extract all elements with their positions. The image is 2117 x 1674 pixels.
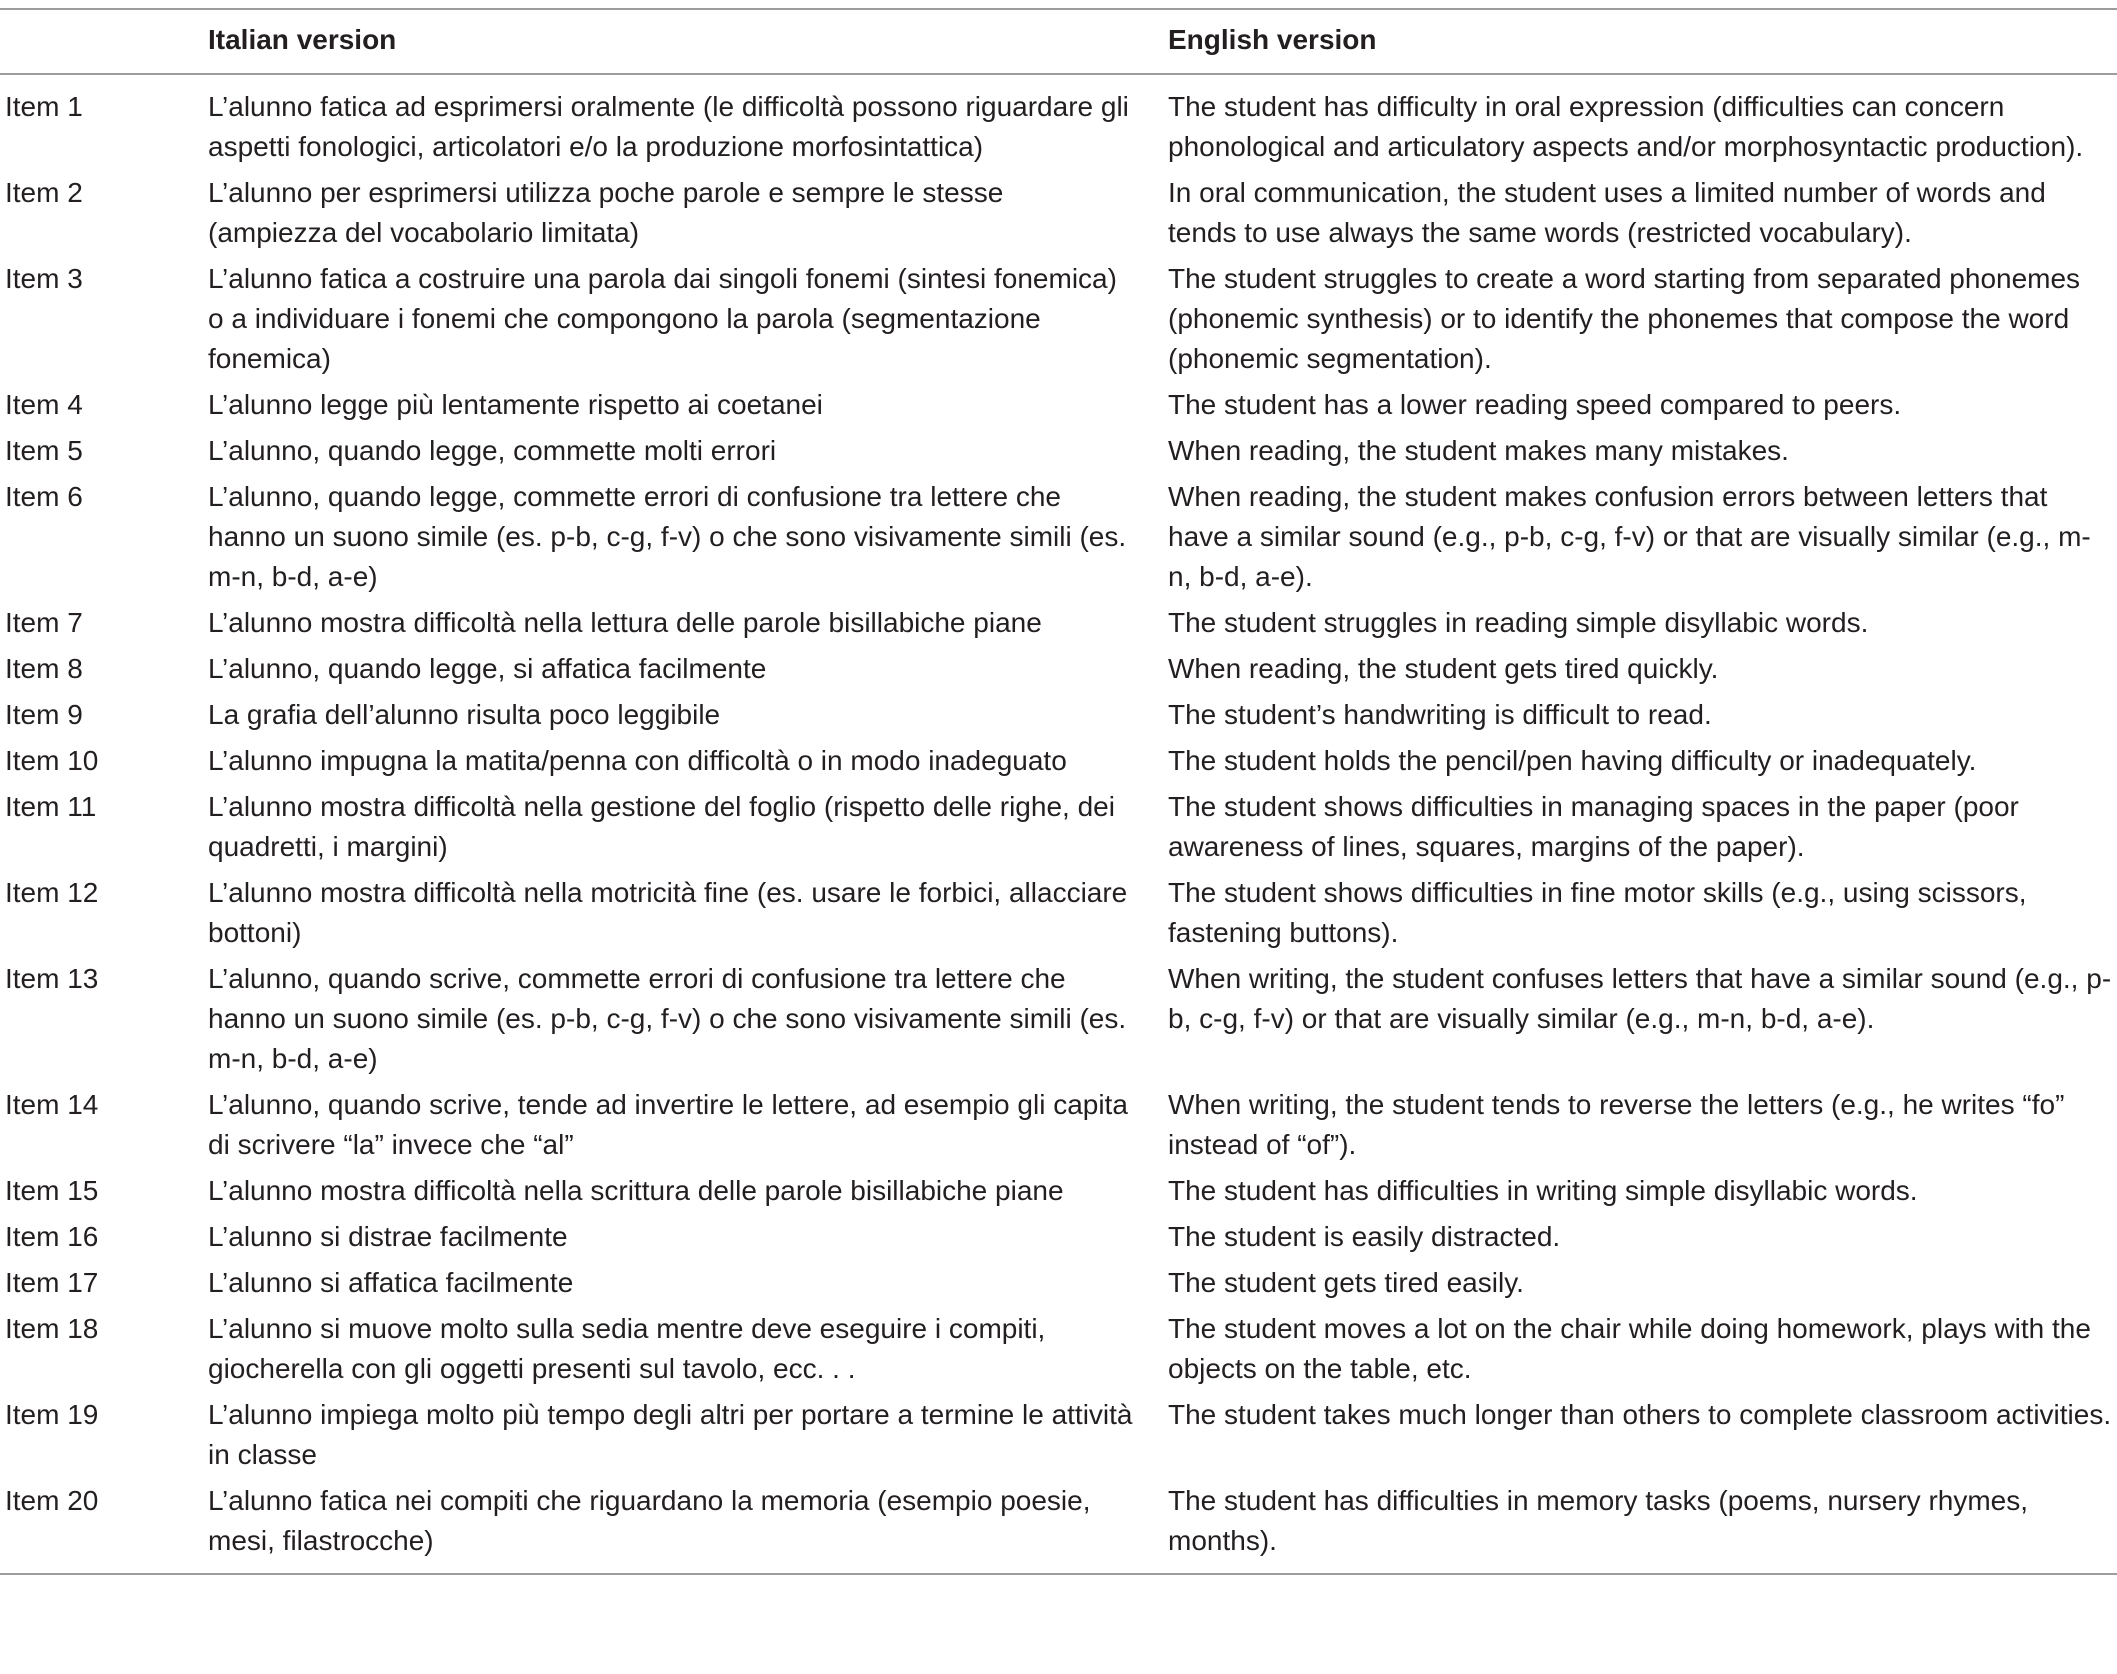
english-text: When writing, the student confuses letters that have a similar sound (e.g., p-b, c-g, f-v) or that are visually similar (e.g., m-n, b-d, a-e). — [1168, 963, 2112, 1034]
table-row — [0, 737, 2117, 783]
table-row — [0, 869, 2117, 955]
header-item — [0, 9, 208, 74]
italian-text: L’alunno mostra difficoltà nella motricità fine (es. usare le forbici, allacciare bottoni) — [208, 877, 1128, 948]
english-text: The student shows difficulties in fine motor skills (e.g., using scissors, fastening buttons). — [1168, 877, 2027, 948]
italian-text: L’alunno impugna la matita/penna con difficoltà o in modo inadeguato — [208, 745, 1067, 776]
english-text: The student’s handwriting is difficult to read. — [1168, 699, 1712, 730]
item-label: Item 3 — [5, 263, 83, 294]
items-table — [0, 8, 2117, 1575]
table-header — [0, 9, 2117, 74]
table-row — [0, 955, 2117, 1081]
item-label: Item 16 — [5, 1221, 99, 1252]
italian-text: L’alunno per esprimersi utilizza poche parole e sempre le stesse (ampiezza del vocabolario limitata) — [208, 177, 1004, 248]
table-row — [0, 645, 2117, 691]
english-text: The student struggles to create a word starting from separated phonemes (phonemic synthesis) or to identify the phonemes that compose the word (phonemic segmentation). — [1168, 263, 2081, 374]
item-label: Item 10 — [5, 745, 99, 776]
table-row — [0, 1391, 2117, 1477]
italian-text: L’alunno fatica nei compiti che riguardano la memoria (esempio poesie, mesi, filastrocche) — [208, 1485, 1091, 1556]
table-row — [0, 169, 2117, 255]
table-row — [0, 1305, 2117, 1391]
items-table-container — [0, 8, 2117, 1575]
table-row — [0, 255, 2117, 381]
english-text: The student is easily distracted. — [1168, 1221, 1561, 1252]
italian-text: L’alunno mostra difficoltà nella lettura delle parole bisillabiche piane — [208, 607, 1042, 638]
table-row — [0, 1213, 2117, 1259]
item-label: Item 7 — [5, 607, 83, 638]
header-row — [0, 9, 2117, 74]
italian-text: L’alunno fatica ad esprimersi oralmente (le difficoltà possono riguardare gli aspetti fonologici, articolatori e/o la produzione morfosintattica) — [208, 91, 1129, 162]
item-label: Item 5 — [5, 435, 83, 466]
english-text: The student has difficulty in oral expression (difficulties can concern phonological and articulatory aspects and/or morphosyntactic production). — [1168, 91, 2084, 162]
table-row — [0, 427, 2117, 473]
table-row — [0, 381, 2117, 427]
italian-text: L’alunno si distrae facilmente — [208, 1221, 568, 1252]
english-text: The student takes much longer than others to complete classroom activities. — [1168, 1399, 2112, 1430]
table-row — [0, 1259, 2117, 1305]
table-row — [0, 1477, 2117, 1574]
table-row — [0, 691, 2117, 737]
item-label: Item 1 — [5, 91, 83, 122]
item-label: Item 19 — [5, 1399, 99, 1430]
italian-text: La grafia dell’alunno risulta poco leggibile — [208, 699, 721, 730]
english-text: The student has difficulties in writing simple disyllabic words. — [1168, 1175, 1918, 1206]
item-label: Item 13 — [5, 963, 99, 994]
italian-text: L’alunno mostra difficoltà nella scrittura delle parole bisillabiche piane — [208, 1175, 1064, 1206]
item-label: Item 15 — [5, 1175, 99, 1206]
item-label: Item 12 — [5, 877, 99, 908]
italian-text: L’alunno, quando legge, si affatica facilmente — [208, 653, 767, 684]
table-row — [0, 1081, 2117, 1167]
item-label: Item 17 — [5, 1267, 99, 1298]
english-text: The student holds the pencil/pen having difficulty or inadequately. — [1168, 745, 1977, 776]
italian-text: L’alunno si affatica facilmente — [208, 1267, 574, 1298]
english-text: The student struggles in reading simple disyllabic words. — [1168, 607, 1869, 638]
italian-text: L’alunno mostra difficoltà nella gestione del foglio (rispetto delle righe, dei quadretti, i margini) — [208, 791, 1115, 862]
italian-text: L’alunno, quando legge, commette molti errori — [208, 435, 777, 466]
table-row — [0, 473, 2117, 599]
item-label: Item 18 — [5, 1313, 99, 1344]
english-text: When writing, the student tends to reverse the letters (e.g., he writes “fo” instead of “of”). — [1168, 1089, 2065, 1160]
italian-text: L’alunno impiega molto più tempo degli altri per portare a termine le attività in classe — [208, 1399, 1133, 1470]
item-label: Item 2 — [5, 177, 83, 208]
header-english-version: English version — [1168, 24, 1377, 55]
item-label: Item 9 — [5, 699, 83, 730]
italian-text: L’alunno si muove molto sulla sedia mentre deve eseguire i compiti, giocherella con gli oggetti presenti sul tavolo, ecc. . . — [208, 1313, 1046, 1384]
italian-text: L’alunno, quando scrive, tende ad invertire le lettere, ad esempio gli capita di scrivere “la” invece che “al” — [208, 1089, 1128, 1160]
english-text: When reading, the student makes confusion errors between letters that have a similar sound (e.g., p-b, c-g, f-v) or that are visually similar (e.g., m-n, b-d, a-e). — [1168, 481, 2091, 592]
italian-text: L’alunno legge più lentamente rispetto ai coetanei — [208, 389, 823, 420]
italian-text: L’alunno, quando legge, commette errori di confusione tra lettere che hanno un suono simile (es. p-b, c-g, f-v) o che sono visivamente simili (es. m-n, b-d, a-e) — [208, 481, 1127, 592]
item-label: Item 20 — [5, 1485, 99, 1516]
table-row — [0, 74, 2117, 169]
english-text: The student has difficulties in memory tasks (poems, nursery rhymes, months). — [1168, 1485, 2029, 1556]
item-label: Item 14 — [5, 1089, 99, 1120]
item-label: Item 4 — [5, 389, 83, 420]
table-row — [0, 1167, 2117, 1213]
english-text: The student has a lower reading speed compared to peers. — [1168, 389, 1902, 420]
english-text: When reading, the student makes many mistakes. — [1168, 435, 1789, 466]
item-label: Item 6 — [5, 481, 83, 512]
table-row — [0, 783, 2117, 869]
english-text: The student shows difficulties in managing spaces in the paper (poor awareness of lines, squares, margins of the paper). — [1168, 791, 2019, 862]
italian-text: L’alunno fatica a costruire una parola dai singoli fonemi (sintesi fonemica) o a individuare i fonemi che compongono la parola (segmentazione fonemica) — [208, 263, 1117, 374]
english-text: When reading, the student gets tired quickly. — [1168, 653, 1719, 684]
english-text: The student moves a lot on the chair while doing homework, plays with the objects on the table, etc. — [1168, 1313, 2091, 1384]
table-row — [0, 599, 2117, 645]
english-text: The student gets tired easily. — [1168, 1267, 1524, 1298]
item-label: Item 11 — [5, 791, 97, 822]
header-italian-version: Italian version — [208, 24, 397, 55]
italian-text: L’alunno, quando scrive, commette errori di confusione tra lettere che hanno un suono simile (es. p-b, c-g, f-v) o che sono visivamente simili (es. m-n, b-d, a-e) — [208, 963, 1127, 1074]
item-label: Item 8 — [5, 653, 83, 684]
english-text: In oral communication, the student uses a limited number of words and tends to use always the same words (restricted vocabulary). — [1168, 177, 2046, 248]
table-body — [0, 74, 2117, 1574]
